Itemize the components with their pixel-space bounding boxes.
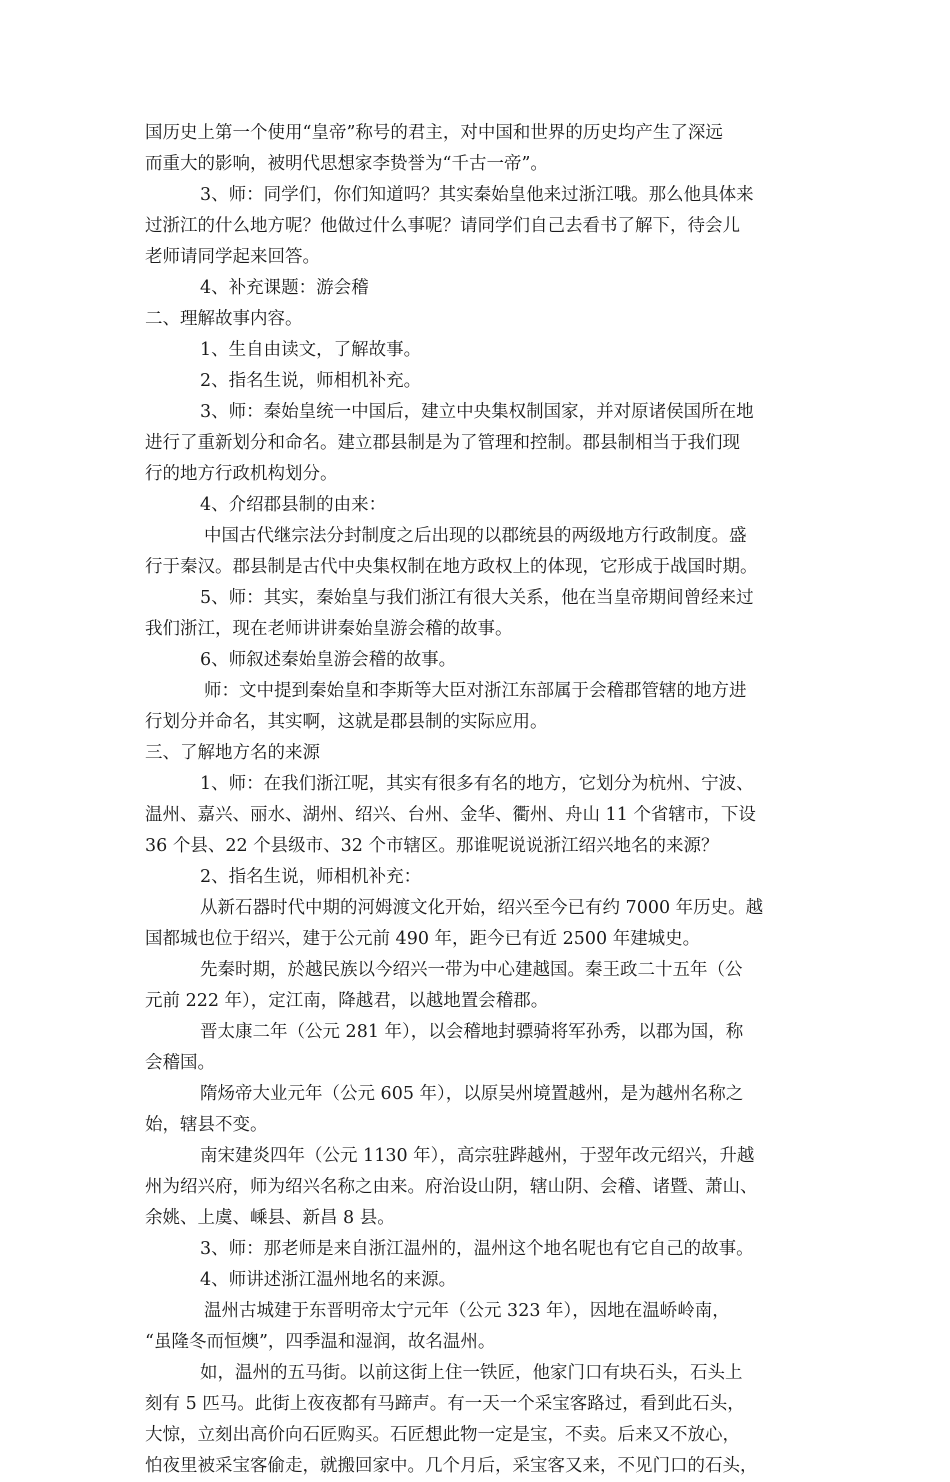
text-line: 3、师：秦始皇统一中国后，建立中央集权制国家，并对原诸侯国所在地 xyxy=(200,402,754,422)
text-line: 而重大的影响，被明代思想家李贽誉为“千古一帝”。 xyxy=(145,154,548,174)
text-line: 始，辖县不变。 xyxy=(145,1115,268,1135)
text-line: 1、师：在我们浙江呢，其实有很多有名的地方，它划分为杭州、宁波、 xyxy=(200,774,754,794)
text-line: 元前 222 年），定江南，降越君，以越地置会稽郡。 xyxy=(145,991,549,1011)
text-line: 过浙江的什么地方呢？他做过什么事呢？请同学们自己去看书了解下，待会儿 xyxy=(145,216,740,236)
text-line: 先秦时期，於越民族以今绍兴一带为中心建越国。秦王政二十五年（公 xyxy=(200,960,743,980)
text-line: 余姚、上虞、嵊县、新昌 8 县。 xyxy=(145,1208,395,1228)
text-line: 怕夜里被采宝客偷走，就搬回家中。几个月后，采宝客又来，不见门口的石头， xyxy=(145,1456,758,1476)
text-line: 进行了重新划分和命名。建立郡县制是为了管理和控制。郡县制相当于我们现 xyxy=(145,433,740,453)
text-line: 南宋建炎四年（公元 1130 年），高宗驻跸越州，于翌年改元绍兴，升越 xyxy=(200,1146,755,1166)
document-body xyxy=(145,118,835,1482)
section-heading: 二、理解故事内容。 xyxy=(145,309,303,329)
text-line: 国都城也位于绍兴，建于公元前 490 年，距今已有近 2500 年建城史。 xyxy=(145,929,701,949)
text-line: 1、生自由读文，了解故事。 xyxy=(200,340,422,360)
text-line: 州为绍兴府，师为绍兴名称之由来。府治设山阴，辖山阴、会稽、诸暨、萧山、 xyxy=(145,1177,758,1197)
text-line: 4、补充课题：游会稽 xyxy=(200,278,369,298)
text-line: 3、师：那老师是来自浙江温州的，温州这个地名呢也有它自己的故事。 xyxy=(200,1239,754,1259)
text-line: 4、介绍郡县制的由来： xyxy=(200,495,387,515)
text-line: 4、师讲述浙江温州地名的来源。 xyxy=(200,1270,457,1290)
text-line: 刻有 5 匹马。此街上夜夜都有马蹄声。有一天一个采宝客路过，看到此石头， xyxy=(145,1394,745,1414)
text-line: 温州、嘉兴、丽水、湖州、绍兴、台州、金华、衢州、舟山 11 个省辖市，下设 xyxy=(145,805,756,825)
text-line: 晋太康二年（公元 281 年），以会稽地封骠骑将军孙秀，以郡为国，称 xyxy=(200,1022,744,1042)
text-line: 2、指名生说，师相机补充： xyxy=(200,867,422,887)
text-line: 国历史上第一个使用“皇帝”称号的君主，对中国和世界的历史均产生了深远 xyxy=(145,123,723,143)
text-line: 36 个县、22 个县级市、32 个市辖区。那谁呢说说浙江绍兴地名的来源？ xyxy=(145,836,719,856)
text-line: 温州古城建于东晋明帝太宁元年（公元 323 年），因地在温峤岭南， xyxy=(204,1301,730,1321)
text-line: 大惊，立刻出高价向石匠购买。石匠想此物一定是宝，不卖。后来又不放心， xyxy=(145,1425,740,1445)
text-line: 老师请同学起来回答。 xyxy=(145,247,320,267)
text-line: 师：文中提到秦始皇和李斯等大臣对浙江东部属于会稽郡管辖的地方进 xyxy=(204,681,747,701)
text-line: 会稽国。 xyxy=(145,1053,215,1073)
text-line: 中国古代继宗法分封制度之后出现的以郡统县的两级地方行政制度。盛 xyxy=(204,526,747,546)
text-line: 2、指名生说，师相机补充。 xyxy=(200,371,422,391)
text-line: 如，温州的五马街。以前这街上住一铁匠，他家门口有块石头，石头上 xyxy=(200,1363,743,1383)
text-line: 5、师：其实，秦始皇与我们浙江有很大关系，他在当皇帝期间曾经来过 xyxy=(200,588,754,608)
text-line: 行于秦汉。郡县制是古代中央集权制在地方政权上的体现，它形成于战国时期。 xyxy=(145,557,758,577)
text-line: 3、师：同学们，你们知道吗？其实秦始皇他来过浙江哦。那么他具体来 xyxy=(200,185,754,205)
text-line: 我们浙江，现在老师讲讲秦始皇游会稽的故事。 xyxy=(145,619,513,639)
text-line: 6、师叙述秦始皇游会稽的故事。 xyxy=(200,650,457,670)
text-line: 从新石器时代中期的河姆渡文化开始，绍兴至今已有约 7000 年历史。越 xyxy=(200,898,764,918)
section-heading: 三、了解地方名的来源 xyxy=(145,743,320,763)
text-line: 行划分并命名，其实啊，这就是郡县制的实际应用。 xyxy=(145,712,548,732)
text-line: “虽隆冬而恒燠”，四季温和湿润，故名温州。 xyxy=(145,1332,496,1352)
text-line: 行的地方行政机构划分。 xyxy=(145,464,338,484)
text-line: 隋炀帝大业元年（公元 605 年），以原吴州境置越州，是为越州名称之 xyxy=(200,1084,744,1104)
